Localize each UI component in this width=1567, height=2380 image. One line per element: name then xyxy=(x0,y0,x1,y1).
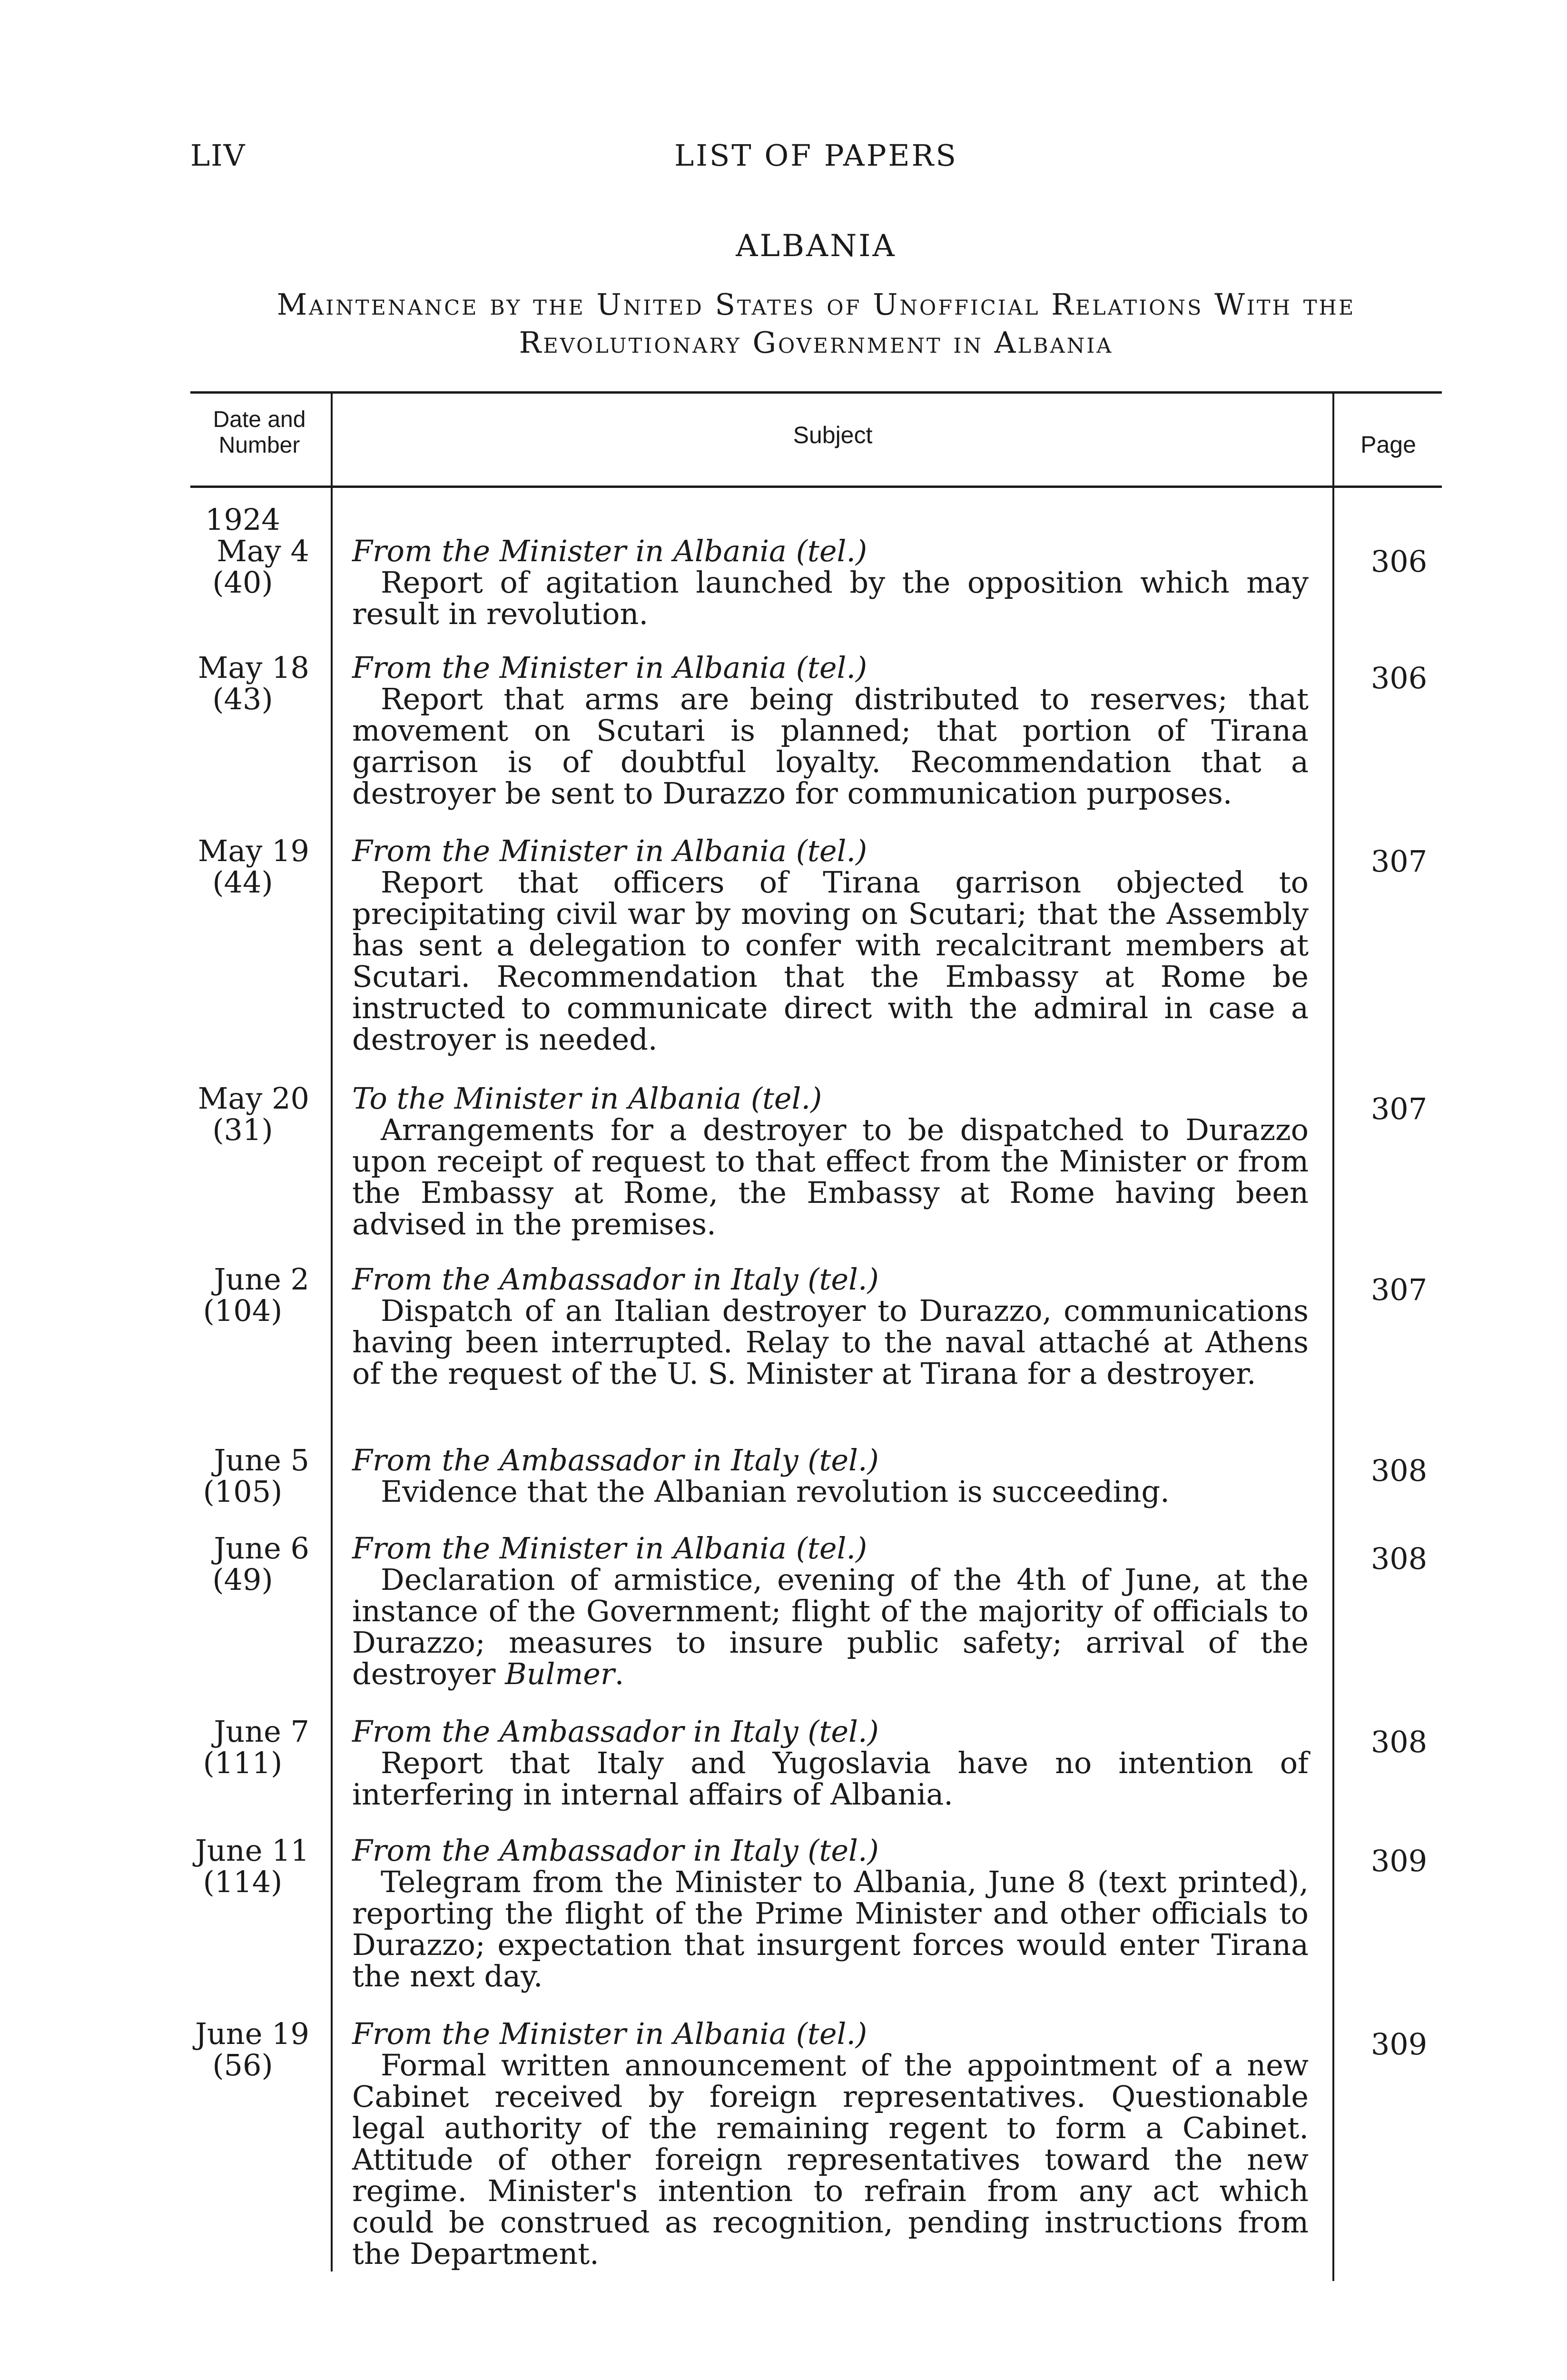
running-head xyxy=(190,138,1442,176)
entry-from: From the Ambassador in Italy (tel.) xyxy=(352,1714,879,1749)
entry-summary: Telegram from the Minister to Albania, June 8 (text printed), reporting the flight of the Prime Minister and other officials to Durazzo; expectation that insurgent forces would enter Tirana the next day. xyxy=(352,1864,1309,1993)
entry-from: From the Ambassador in Italy (tel.) xyxy=(352,1262,879,1297)
entry-page: 307 xyxy=(1370,1091,1428,1126)
entry-number: (111) xyxy=(203,1745,283,1780)
section-subtitle-line-2: Revolutionary Government in Albania xyxy=(519,325,1114,360)
section-title: ALBANIA xyxy=(736,228,897,264)
page-number: LIV xyxy=(190,138,246,173)
entry-summary: Dispatch of an Italian destroyer to Durazzo, communications having been interrupted. Relay to the naval attaché at Athens of the request of the U. S. Minister at Tirana for a destroyer. xyxy=(352,1293,1309,1391)
entry-summary: Report of agitation launched by the opposition which may result in revolution. xyxy=(352,565,1309,631)
entry-from: From the Ambassador in Italy (tel.) xyxy=(352,1443,879,1478)
entry-number: (40) xyxy=(212,565,273,600)
entry-date: May 4 xyxy=(217,534,309,568)
entry-page: 308 xyxy=(1370,1725,1428,1759)
entry-number: (31) xyxy=(212,1112,273,1147)
column-header-date-line-1: Date and xyxy=(213,407,306,432)
entry-date: June 7 xyxy=(214,1714,309,1749)
entry-number: (104) xyxy=(203,1293,283,1328)
entry-number: (56) xyxy=(212,2048,273,2082)
section-subtitle-line-1: Maintenance by the United States of Unofficial Relations With the xyxy=(276,287,1356,322)
entry-summary: Report that officers of Tirana garrison objected to precipitating civil war by moving on Scutari; that the Assembly has sent a delegation to confer with recalcitrant members at Scutari. Recommendation that the Embassy at Rome be instructed to communicate direct with the admiral in case a destroyer is needed. xyxy=(352,865,1309,1057)
entry-date: June 11 xyxy=(195,1833,309,1868)
column-header-page: Page xyxy=(1360,431,1416,458)
entry-from: From the Minister in Albania (tel.) xyxy=(352,534,867,568)
entry-summary: Formal written announcement of the appointment of a new Cabinet received by foreign representatives. Questionable legal authority of the remaining regent to form a Cabinet. Attitude of other foreign representatives toward the new regime. Minister's intention to refrain from any act which could be construed as recognition, pending instructions from the Department. xyxy=(352,2048,1309,2271)
column-divider-date xyxy=(331,391,333,2271)
entry-summary: Report that arms are being distributed to reserves; that movement on Scutari is planned; that portion of Tirana garrison is of doubtful loyalty. Recommendation that a destroyer be sent to Durazzo for communication purposes. xyxy=(352,682,1309,811)
entry-summary: Arrangements for a destroyer to be dispatched to Durazzo upon receipt of request to that effect from the Minister or from the Embassy at Rome, the Embassy at Rome having been advised in the premises. xyxy=(352,1112,1309,1241)
entry-date: June 6 xyxy=(214,1531,309,1566)
entry-number: (114) xyxy=(203,1864,283,1899)
ship-name: Bulmer xyxy=(505,1656,615,1691)
entry-page: 308 xyxy=(1370,1453,1428,1488)
entry-page: 309 xyxy=(1370,1844,1428,1878)
entry-page: 309 xyxy=(1370,2027,1428,2062)
entry-from: From the Minister in Albania (tel.) xyxy=(352,650,867,685)
entry-date: June 19 xyxy=(195,2016,309,2051)
table-header-rule xyxy=(190,486,1442,488)
column-header-date-line-2: Number xyxy=(218,433,300,458)
entry-date: June 2 xyxy=(214,1262,309,1297)
entry-from: To the Minister in Albania (tel.) xyxy=(352,1081,822,1116)
entry-date: May 20 xyxy=(197,1081,309,1116)
entry-from: From the Minister in Albania (tel.) xyxy=(352,833,867,868)
entry-number: (44) xyxy=(212,865,273,900)
entry-from: From the Minister in Albania (tel.) xyxy=(352,1531,867,1566)
table-top-rule xyxy=(190,391,1442,394)
entry-from: From the Ambassador in Italy (tel.) xyxy=(352,1833,879,1868)
entry-page: 307 xyxy=(1370,844,1428,879)
entry-summary: Declaration of armistice, evening of the 4th of June, at the instance of the Government; flight of the majority of officials to Durazzo; measures to insure public safety; arrival of the destroyer Bulmer. xyxy=(352,1562,1309,1691)
entry-number: (49) xyxy=(212,1562,273,1597)
entry-from: From the Minister in Albania (tel.) xyxy=(352,2016,867,2051)
entry-number: (43) xyxy=(212,682,273,716)
column-header-date xyxy=(190,407,328,458)
entry-page: 306 xyxy=(1370,544,1428,579)
running-title: LIST OF PAPERS xyxy=(674,138,958,173)
section-subtitle xyxy=(190,286,1442,362)
entry-page: 306 xyxy=(1370,661,1428,695)
column-header-subject: Subject xyxy=(793,422,873,448)
entry-summary: Report that Italy and Yugoslavia have no intention of interfering in internal affairs of Albania. xyxy=(352,1745,1309,1812)
entry-summary: Evidence that the Albanian revolution is succeeding. xyxy=(381,1474,1170,1509)
year-label: 1924 xyxy=(205,502,280,537)
entry-date: May 18 xyxy=(197,650,309,685)
entry-date: May 19 xyxy=(197,833,309,868)
entry-page: 308 xyxy=(1370,1541,1428,1576)
entry-page: 307 xyxy=(1370,1272,1428,1307)
column-divider-page xyxy=(1332,391,1334,2281)
entry-number: (105) xyxy=(203,1474,283,1509)
entry-date: June 5 xyxy=(214,1443,309,1478)
